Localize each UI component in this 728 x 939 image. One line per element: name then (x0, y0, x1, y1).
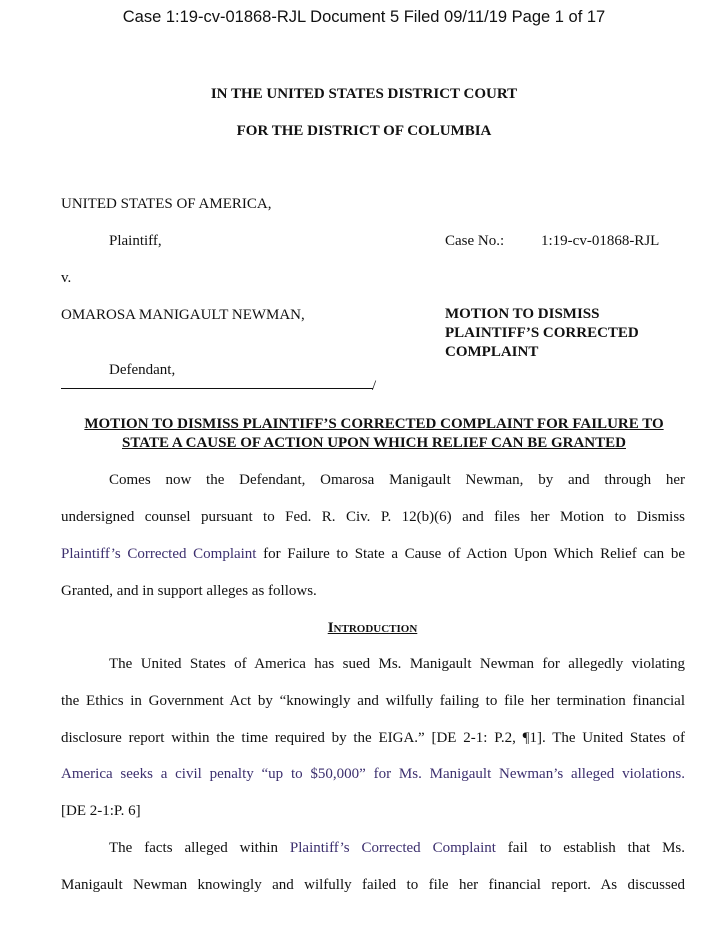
caption-slash: / (372, 378, 377, 394)
case-no-label: Case No.: (445, 233, 505, 249)
para2-line3: disclosure report within the time required by the EIGA.” [DE 2-1: P.2, ¶1]. The United States of (61, 730, 685, 746)
plaintiff-role: Plaintiff, (109, 233, 162, 249)
para1-line1: Comes now the Defendant, Omarosa Manigault Newman, by and through her (109, 472, 685, 488)
motion-caption-line1: MOTION TO DISMISS (445, 306, 600, 322)
para1-line2: undersigned counsel pursuant to Fed. R. Civ. P. 12(b)(6) and files her Motion to Dismiss (61, 509, 685, 525)
plaintiff-name: UNITED STATES OF AMERICA, (61, 196, 272, 212)
defendant-name: OMAROSA MANIGAULT NEWMAN, (61, 307, 305, 323)
para3-line1 (109, 840, 685, 857)
corrected-complaint-link-2[interactable]: Plaintiff’s Corrected Complaint (289, 840, 496, 856)
court-name-line2: FOR THE DISTRICT OF COLUMBIA (236, 123, 492, 139)
para2-line4[interactable]: America seeks a civil penalty “up to $50,000” for Ms. Manigault Newman’s alleged violations. (61, 766, 685, 782)
para3-line1-a: The facts alleged within (109, 840, 290, 856)
motion-title-line2: STATE A CAUSE OF ACTION UPON WHICH RELIEF CAN BE GRANTED (122, 435, 626, 451)
para1-line3 (61, 546, 685, 563)
para2-line5: [DE 2-1:P. 6] (61, 803, 141, 819)
motion-title-line1: MOTION TO DISMISS PLAINTIFF’S CORRECTED COMPLAINT FOR FAILURE TO (84, 416, 664, 432)
section-heading-text: Introduction (327, 620, 418, 636)
para3-line2: Manigault Newman knowingly and wilfully failed to file her financial report. As discussed (61, 877, 685, 893)
para1-line3-rest: for Failure to State a Cause of Action Upon Which Relief can be (256, 546, 685, 562)
para2-line2: the Ethics in Government Act by “knowingly and wilfully failing to file her termination financial (61, 693, 685, 709)
case-no-value: 1:19-cv-01868-RJL (541, 233, 660, 249)
para1-line4: Granted, and in support alleges as follows. (61, 583, 317, 599)
para3-line1-b: fail to establish that Ms. (495, 840, 685, 856)
versus: v. (61, 270, 72, 286)
corrected-complaint-link[interactable]: Plaintiff’s Corrected Complaint (61, 546, 257, 562)
motion-caption-line2: PLAINTIFF’S CORRECTED (445, 325, 639, 341)
caption-signature-line (61, 370, 373, 389)
court-name-line1: IN THE UNITED STATES DISTRICT COURT (210, 86, 518, 102)
para2-line1: The United States of America has sued Ms. Manigault Newman for allegedly violating (109, 656, 685, 672)
case-header: Case 1:19-cv-01868-RJL Document 5 Filed 09/11/19 Page 1 of 17 (122, 8, 606, 26)
motion-caption-line3: COMPLAINT (445, 344, 539, 360)
section-heading (0, 620, 728, 637)
defendant-role: Defendant, (109, 362, 176, 378)
